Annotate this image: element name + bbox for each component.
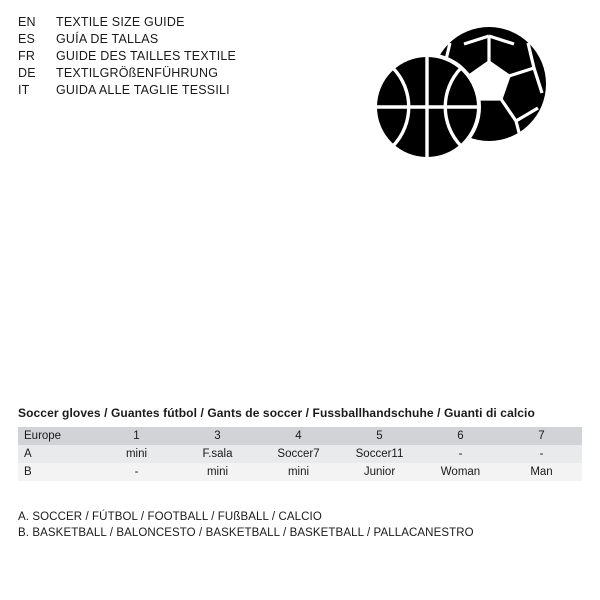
table-cell: B [24,466,32,478]
table-title: Soccer gloves / Guantes fútbol / Gants de soccer / Fussballhandschuhe / Guanti di calcio [18,406,535,420]
legend-row [18,14,318,31]
legend-row [18,31,318,48]
table-header-row [18,427,582,445]
table-cell: Man [530,466,553,478]
legend-language-text: GUIDA ALLE TAGLIE TESSILI [56,83,230,97]
table-cell: mini [125,448,148,460]
table-header-cell: 7 [538,430,545,442]
size-table [18,427,582,481]
table-cell: - [458,448,463,460]
table-cell: Woman [440,466,481,478]
table-header-cell: 4 [295,430,302,442]
table-cell: - [539,448,544,460]
table-cell: A [24,448,32,460]
table-header-cell: 3 [214,430,221,442]
table-cell: F.sala [202,448,233,460]
legend-language-text: TEXTILGRÖßENFÜHRUNG [56,66,219,80]
table-cell: Soccer11 [355,448,404,460]
language-legend [18,14,318,99]
table-header-cell: 5 [376,430,383,442]
size-table-block [18,406,582,481]
table-header-cell: 6 [457,430,464,442]
legend-row [18,65,318,82]
legend-language-code: IT [18,83,30,97]
basketball-icon [375,55,479,159]
footnote-a: A. SOCCER / FÚTBOL / FOOTBALL / FUßBALL / CALCIO [18,511,322,523]
legend-language-code: FR [18,49,36,63]
legend-language-text: GUIDE DES TAILLES TEXTILE [56,49,237,63]
table-cell: Soccer7 [277,448,320,460]
legend-row [18,82,318,99]
table-cell: Junior [363,466,396,478]
footnotes [18,509,582,541]
legend-language-code: ES [18,32,36,46]
legend-language-text: GUÍA DE TALLAS [56,32,159,46]
table-cell: - [134,466,139,478]
table-header-cell: Europe [24,430,62,442]
table-row [18,445,582,463]
legend-language-code: EN [18,15,36,29]
table-cell: mini [206,466,229,478]
balls-illustration [352,22,562,172]
table-header-cell: 1 [133,430,140,442]
table-cell: mini [287,466,310,478]
footnote-b: B. BASKETBALL / BALONCESTO / BASKETBALL / BASKETBALL / PALLACANESTRO [18,527,474,539]
legend-row [18,48,318,65]
legend-language-code: DE [18,66,36,80]
legend-language-text: TEXTILE SIZE GUIDE [56,15,185,29]
table-row [18,463,582,481]
